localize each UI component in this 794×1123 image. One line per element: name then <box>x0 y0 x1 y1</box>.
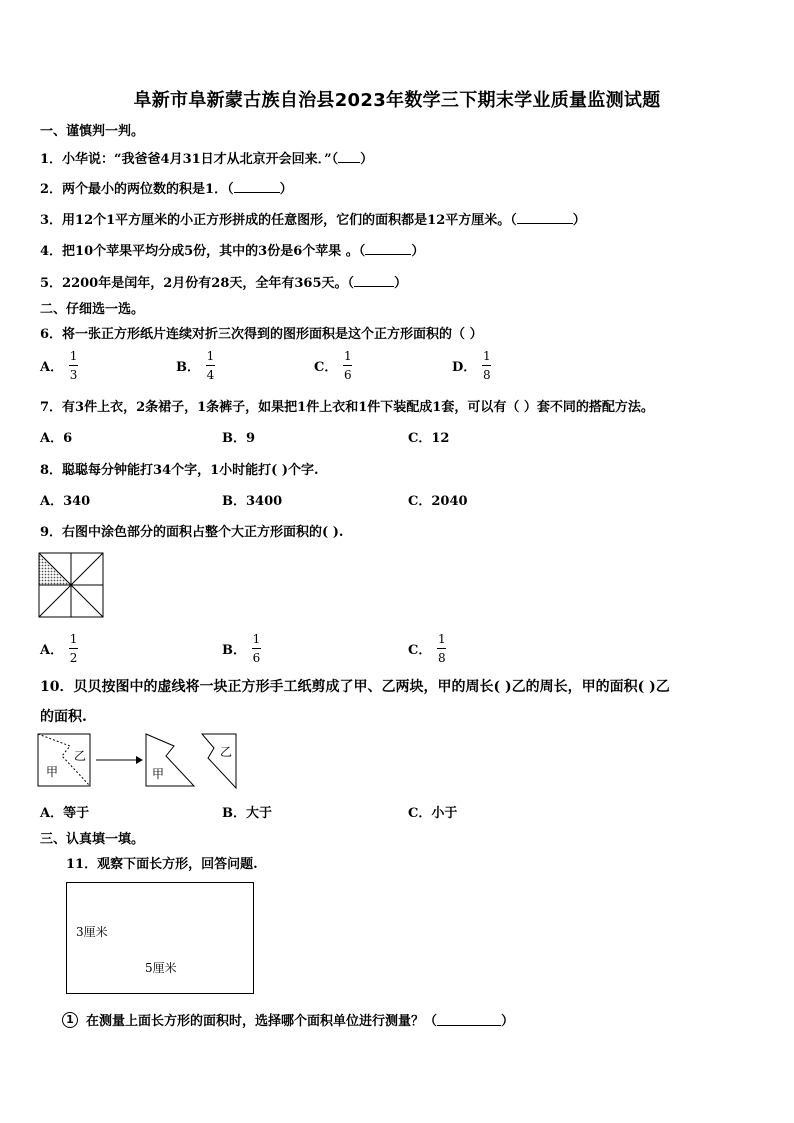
option-label: B． <box>222 643 246 658</box>
denominator: 2 <box>69 651 78 665</box>
question-5-text: 5．2200年是闰年，2月份有28天，全年有365天。（ <box>40 276 354 291</box>
section-heading-judge: 一、谨慎判一判。 <box>40 124 145 139</box>
question-11: 11．观察下面长方形，回答问题. <box>66 857 258 872</box>
numerator: 1 <box>482 349 491 363</box>
question-11-sub-1-close: ） <box>501 1014 515 1029</box>
fraction <box>206 349 215 382</box>
question-1-text: 1．小华说：“我爸爸4月31日才从北京开会回来．”（ <box>40 152 339 167</box>
question-1-close: ） <box>360 152 374 167</box>
q10-option-c[interactable]: C．小于 <box>408 806 458 821</box>
rectangle-width-label: 3厘米 <box>76 925 108 939</box>
denominator: 6 <box>252 651 261 665</box>
numerator: 1 <box>69 349 78 363</box>
option-label: A． <box>40 360 64 375</box>
label-yi-left: 乙 <box>74 749 87 763</box>
q6-option-a[interactable] <box>40 349 78 382</box>
question-4 <box>40 240 424 259</box>
q9-option-a[interactable] <box>40 632 78 665</box>
question-8: 8．聪聪每分钟能打34个字，1小时能打( )个字. <box>40 463 319 478</box>
option-label: C． <box>314 360 338 375</box>
answer-blank-5[interactable] <box>354 274 394 287</box>
q9-option-c[interactable] <box>408 632 446 665</box>
question-5 <box>40 272 407 291</box>
question-10-line-1: 10．贝贝按图中的虚线将一块正方形手工纸剪成了甲、乙两块，甲的周长( )乙的周长，甲的面积( )乙 <box>40 679 670 695</box>
q7-option-c[interactable]: C．12 <box>408 431 450 446</box>
answer-blank-11-1[interactable] <box>437 1013 501 1026</box>
option-label: B． <box>176 360 200 375</box>
q6-option-c[interactable] <box>314 349 352 382</box>
denominator: 6 <box>344 368 352 382</box>
fraction <box>343 349 352 382</box>
question-9: 9．右图中涂色部分的面积占整个大正方形面积的( ). <box>40 525 344 540</box>
question-2 <box>40 178 293 197</box>
numerator: 1 <box>438 632 446 646</box>
question-2-close: ） <box>279 182 293 197</box>
question-7: 7．有3件上衣，2条裙子，1条裤子，如果把1件上衣和1件下装配成1套，可以有（ ）套不同的搭配方法。 <box>40 400 654 415</box>
q9-option-b[interactable] <box>222 632 261 665</box>
q10-cut-figure <box>36 732 246 790</box>
question-4-text: 4．把10个苹果平均分成5份，其中的3份是6个苹果 。（ <box>40 244 366 259</box>
section-heading-fill: 三、认真填一填。 <box>40 832 145 847</box>
answer-blank-3[interactable] <box>517 211 573 224</box>
question-11-sub-1 <box>62 1010 514 1029</box>
numerator: 1 <box>344 349 352 363</box>
q11-rectangle <box>66 882 254 994</box>
question-5-close: ） <box>394 276 408 291</box>
q10-option-a[interactable]: A．等于 <box>40 806 90 821</box>
q7-option-a[interactable]: A．6 <box>40 431 73 446</box>
question-11-sub-1-text: 在测量上面长方形的面积时，选择哪个面积单位进行测量？（ <box>86 1014 438 1029</box>
question-6: 6．将一张正方形纸片连续对折三次得到的图形面积是这个正方形面积的（ ） <box>40 327 483 342</box>
option-label: C． <box>408 643 432 658</box>
label-jia-right: 甲 <box>152 767 165 781</box>
piece-yi <box>202 734 236 788</box>
answer-blank-4[interactable] <box>365 242 411 255</box>
option-label: A． <box>40 643 64 658</box>
fraction <box>482 349 491 382</box>
fraction <box>252 632 261 665</box>
question-4-close: ） <box>411 244 425 259</box>
rectangle-length-label: 5厘米 <box>145 961 177 975</box>
answer-blank-2[interactable] <box>234 180 280 193</box>
q7-option-b[interactable]: B．9 <box>222 431 256 446</box>
q6-option-b[interactable] <box>176 349 215 382</box>
q8-option-b[interactable]: B．3400 <box>222 494 283 509</box>
denominator: 8 <box>438 651 446 665</box>
q8-option-a[interactable]: A．340 <box>40 494 91 509</box>
fraction <box>437 632 446 665</box>
question-1 <box>40 148 373 167</box>
denominator: 3 <box>69 368 78 382</box>
option-label: D． <box>452 360 477 375</box>
question-3-close: ） <box>572 213 586 228</box>
section-heading-choose: 二、仔细选一选。 <box>40 302 145 317</box>
question-10-line-2: 的面积. <box>40 709 87 725</box>
denominator: 4 <box>206 368 215 382</box>
circled-number-1: 1 <box>62 1012 78 1028</box>
q9-square-figure <box>38 552 104 618</box>
answer-blank-1[interactable] <box>338 150 360 163</box>
question-3-text: 3．用12个1平方厘米的小正方形拼成的任意图形，它们的面积都是12平方厘米。（ <box>40 213 517 228</box>
numerator: 1 <box>252 632 261 646</box>
page-title: 阜新市阜新蒙古族自治县2023年数学三下期末学业质量监测试题 <box>133 90 661 111</box>
denominator: 8 <box>482 368 491 382</box>
arrow-head <box>136 756 143 764</box>
fraction <box>69 632 78 665</box>
q10-option-b[interactable]: B．大于 <box>222 806 272 821</box>
numerator: 1 <box>69 632 78 646</box>
q6-option-d[interactable] <box>452 349 491 382</box>
q8-option-c[interactable]: C．2040 <box>408 494 468 509</box>
label-jia-left: 甲 <box>46 765 59 779</box>
label-yi-right: 乙 <box>220 745 233 759</box>
numerator: 1 <box>206 349 215 363</box>
fraction <box>69 349 78 382</box>
question-3 <box>40 209 586 228</box>
question-2-text: 2．两个最小的两位数的积是1．（ <box>40 182 234 197</box>
